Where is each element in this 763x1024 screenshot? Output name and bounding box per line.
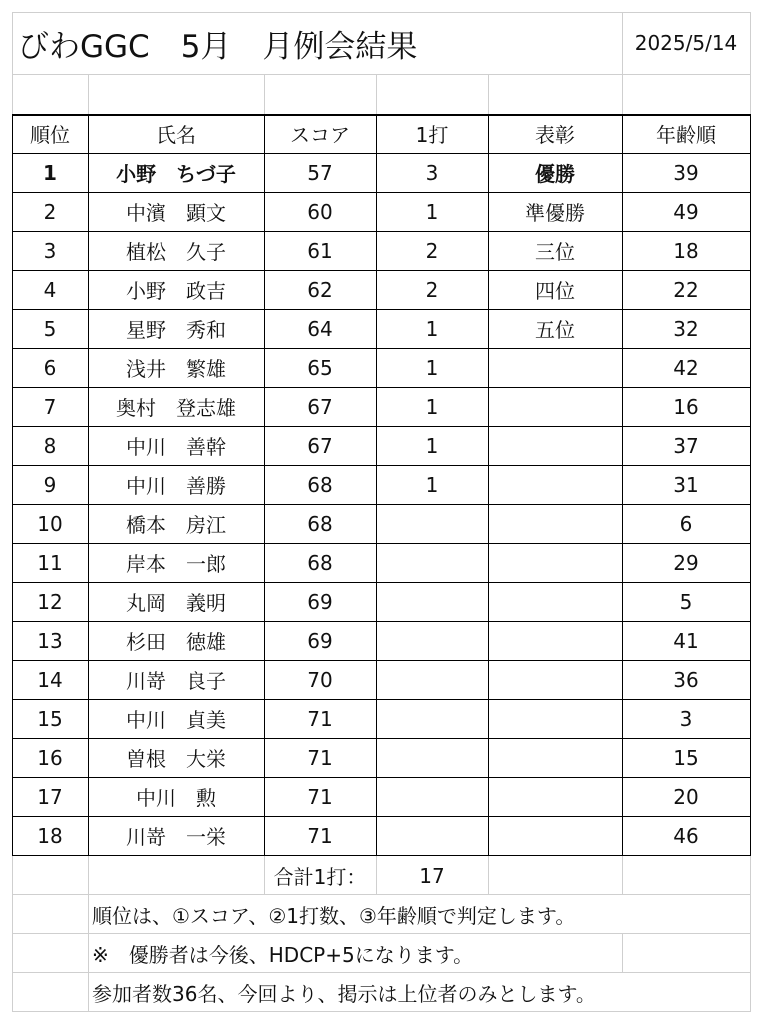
name-cell: 植松 久子 — [126, 240, 226, 264]
one-stroke-cell — [376, 738, 488, 777]
column-header-award: 表彰 — [535, 123, 575, 147]
score-cell: 68 — [307, 550, 333, 575]
name-cell: 中川 善幹 — [126, 435, 226, 459]
one-stroke-cell: 1 — [425, 433, 439, 458]
rank-cell: 15 — [37, 706, 63, 731]
score-cell: 57 — [307, 160, 333, 185]
age-order-cell: 42 — [673, 355, 699, 380]
rank-cell: 6 — [43, 355, 57, 380]
one-stroke-cell: 2 — [425, 238, 439, 263]
name-cell: 浅井 繁雄 — [126, 357, 226, 381]
note-ranking-rule: 順位は、①スコア、②1打数、③年齢順で判定します。 — [92, 904, 576, 928]
one-stroke-cell: 1 — [425, 316, 439, 341]
one-stroke-cell — [376, 660, 488, 699]
one-stroke-cell: 2 — [425, 277, 439, 302]
score-cell: 65 — [307, 355, 333, 380]
score-cell: 71 — [307, 784, 333, 809]
gridline-vertical — [750, 12, 751, 74]
date-label: 2025/5/14 — [634, 31, 738, 55]
column-header-name: 氏名 — [156, 123, 196, 147]
award-cell — [488, 699, 622, 738]
name-cell: 中川 貞美 — [126, 708, 226, 732]
award-cell — [488, 504, 622, 543]
age-order-cell: 6 — [679, 511, 693, 536]
one-stroke-cell — [376, 582, 488, 621]
award-cell — [488, 738, 622, 777]
score-cell: 68 — [307, 472, 333, 497]
award-cell: 優勝 — [535, 162, 575, 186]
age-order-cell: 18 — [673, 238, 699, 263]
gridline-vertical — [376, 74, 377, 114]
award-cell: 準優勝 — [525, 201, 585, 225]
name-cell: 川嵜 良子 — [126, 669, 226, 693]
gridline-vertical — [88, 855, 89, 894]
award-cell — [488, 816, 622, 855]
score-cell: 68 — [307, 511, 333, 536]
total-value: 17 — [419, 863, 445, 888]
one-stroke-cell: 1 — [425, 394, 439, 419]
award-cell — [488, 582, 622, 621]
score-cell: 71 — [307, 745, 333, 770]
age-order-cell: 5 — [679, 589, 693, 614]
age-order-cell: 32 — [673, 316, 699, 341]
total-label: 合計1打： — [273, 865, 367, 889]
rank-cell: 1 — [43, 160, 57, 185]
rank-cell: 11 — [37, 550, 63, 575]
column-header-age-order: 年齢順 — [656, 123, 716, 147]
rank-cell: 13 — [37, 628, 63, 653]
name-cell: 小野 ちづ子 — [116, 162, 236, 186]
score-cell: 60 — [307, 199, 333, 224]
award-cell — [488, 387, 622, 426]
award-cell — [488, 621, 622, 660]
rank-cell: 3 — [43, 238, 57, 263]
gridline-vertical — [750, 74, 751, 114]
award-cell — [488, 777, 622, 816]
award-cell — [488, 426, 622, 465]
name-cell: 曽根 大栄 — [126, 747, 226, 771]
score-cell: 71 — [307, 823, 333, 848]
one-stroke-cell: 3 — [425, 160, 439, 185]
age-order-cell: 22 — [673, 277, 699, 302]
age-order-cell: 39 — [673, 160, 699, 185]
one-stroke-cell — [376, 699, 488, 738]
age-order-cell: 46 — [673, 823, 699, 848]
name-cell: 杉田 徳雄 — [126, 630, 226, 654]
one-stroke-cell: 1 — [425, 199, 439, 224]
one-stroke-cell — [376, 543, 488, 582]
rank-cell: 10 — [37, 511, 63, 536]
rank-cell: 5 — [43, 316, 57, 341]
name-cell: 丸岡 義明 — [126, 591, 226, 615]
one-stroke-cell — [376, 816, 488, 855]
gridline-vertical — [750, 894, 751, 1012]
award-cell: 四位 — [535, 279, 575, 303]
name-cell: 中川 勲 — [136, 786, 216, 810]
gridline-vertical — [622, 74, 623, 114]
age-order-cell: 20 — [673, 784, 699, 809]
score-cell: 70 — [307, 667, 333, 692]
rank-cell: 16 — [37, 745, 63, 770]
award-cell: 三位 — [535, 240, 575, 264]
award-cell — [488, 348, 622, 387]
name-cell: 小野 政吉 — [126, 279, 226, 303]
age-order-cell: 37 — [673, 433, 699, 458]
column-header-one-stroke: 1打 — [415, 123, 449, 147]
score-cell: 61 — [307, 238, 333, 263]
rank-cell: 18 — [37, 823, 63, 848]
gridline-vertical — [88, 74, 89, 114]
rank-cell: 7 — [43, 394, 57, 419]
gridline-vertical — [12, 855, 13, 894]
score-cell: 62 — [307, 277, 333, 302]
score-cell: 69 — [307, 628, 333, 653]
column-header-score: スコア — [290, 123, 350, 147]
rank-cell: 14 — [37, 667, 63, 692]
score-cell: 69 — [307, 589, 333, 614]
gridline-vertical — [488, 74, 489, 114]
rank-cell: 8 — [43, 433, 57, 458]
table-border-vertical — [750, 114, 751, 856]
column-header-rank: 順位 — [30, 123, 70, 147]
note-participants: 参加者数36名、今回より、掲示は上位者のみとします。 — [92, 982, 596, 1006]
one-stroke-cell — [376, 621, 488, 660]
name-cell: 奥村 登志雄 — [116, 396, 236, 420]
age-order-cell: 16 — [673, 394, 699, 419]
note-winner-hdcp: ※ 優勝者は今後、HDCP+5になります。 — [92, 943, 474, 967]
gridline-vertical — [622, 855, 623, 894]
name-cell: 川嵜 一栄 — [126, 825, 226, 849]
rank-cell: 17 — [37, 784, 63, 809]
name-cell: 星野 秀和 — [126, 318, 226, 342]
age-order-cell: 29 — [673, 550, 699, 575]
score-cell: 71 — [307, 706, 333, 731]
gridline-vertical — [488, 855, 489, 894]
name-cell: 中川 善勝 — [126, 474, 226, 498]
name-cell: 岸本 一郎 — [126, 552, 226, 576]
page-title: びわGGC 5月 月例会結果 — [18, 28, 418, 65]
name-cell: 中濱 顕文 — [126, 201, 226, 225]
award-cell — [488, 660, 622, 699]
score-cell: 64 — [307, 316, 333, 341]
age-order-cell: 49 — [673, 199, 699, 224]
rank-cell: 2 — [43, 199, 57, 224]
age-order-cell: 3 — [679, 706, 693, 731]
gridline-vertical — [750, 855, 751, 894]
age-order-cell: 41 — [673, 628, 699, 653]
gridline-vertical — [12, 894, 13, 1012]
award-cell — [488, 543, 622, 582]
rank-cell: 4 — [43, 277, 57, 302]
gridline-vertical — [264, 74, 265, 114]
gridline-vertical — [12, 74, 13, 114]
one-stroke-cell: 1 — [425, 472, 439, 497]
age-order-cell: 15 — [673, 745, 699, 770]
score-cell: 67 — [307, 394, 333, 419]
one-stroke-cell: 1 — [425, 355, 439, 380]
age-order-cell: 31 — [673, 472, 699, 497]
award-cell — [488, 465, 622, 504]
gridline-horizontal — [12, 74, 750, 75]
rank-cell: 9 — [43, 472, 57, 497]
award-cell: 五位 — [535, 318, 575, 342]
rank-cell: 12 — [37, 589, 63, 614]
name-cell: 橋本 房江 — [126, 513, 226, 537]
score-cell: 67 — [307, 433, 333, 458]
one-stroke-cell — [376, 504, 488, 543]
one-stroke-cell — [376, 777, 488, 816]
age-order-cell: 36 — [673, 667, 699, 692]
